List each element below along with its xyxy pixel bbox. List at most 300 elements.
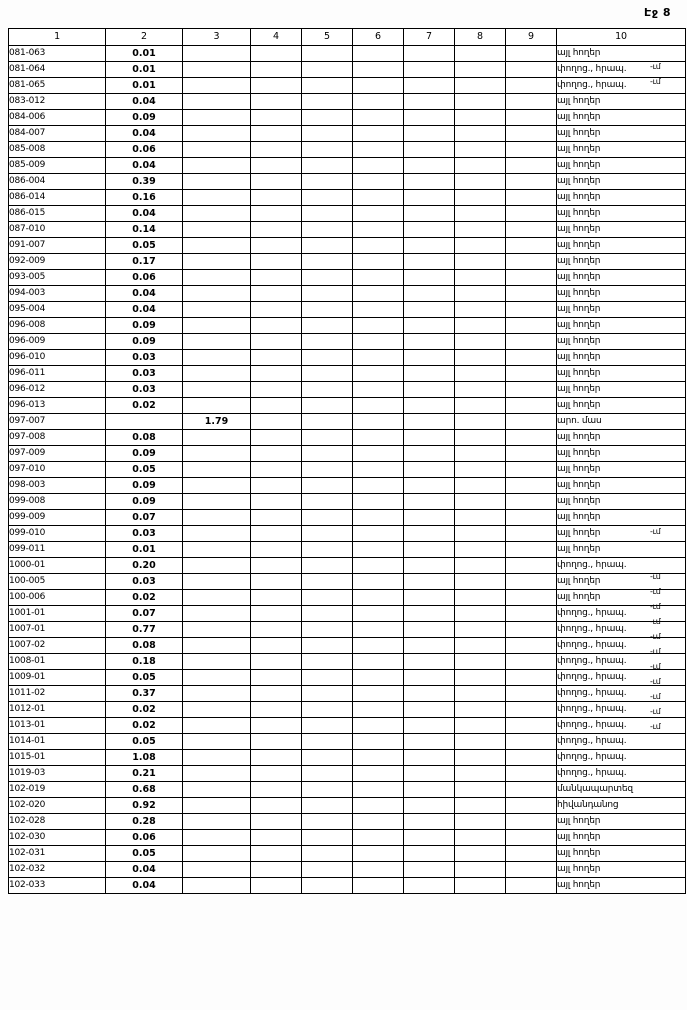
cell-area-value: 0.04 <box>106 126 183 142</box>
cell-column-7 <box>404 414 455 430</box>
cell-land-type-note: այլ հողեր <box>557 478 686 494</box>
cell-column-8 <box>455 366 506 382</box>
table-row <box>9 766 686 782</box>
cell-column-8 <box>455 334 506 350</box>
cell-land-type-note: այլ հողեր <box>557 430 686 446</box>
margin-note <box>648 224 682 239</box>
cell-parcel-code: 099-008 <box>9 494 106 510</box>
cell-column-4 <box>251 734 302 750</box>
cell-column-5 <box>302 366 353 382</box>
cell-column-3 <box>183 622 251 638</box>
cell-parcel-code: 100-006 <box>9 590 106 606</box>
cell-area-value: 0.18 <box>106 654 183 670</box>
cell-column-9 <box>506 222 557 238</box>
cell-column-7 <box>404 238 455 254</box>
table-row <box>9 478 686 494</box>
cell-column-6 <box>353 654 404 670</box>
cell-column-3 <box>183 286 251 302</box>
cell-column-5 <box>302 350 353 366</box>
cell-column-6 <box>353 318 404 334</box>
cell-column-4 <box>251 654 302 670</box>
cell-column-4 <box>251 526 302 542</box>
cell-area-value: 0.05 <box>106 238 183 254</box>
cell-land-type-note: այլ հողեր <box>557 190 686 206</box>
cell-column-8 <box>455 702 506 718</box>
cell-column-8 <box>455 798 506 814</box>
margin-note <box>648 404 682 419</box>
margin-note <box>648 299 682 314</box>
cell-column-7 <box>404 254 455 270</box>
cell-column-9 <box>506 430 557 446</box>
table-row <box>9 302 686 318</box>
cell-column-4 <box>251 110 302 126</box>
cell-column-6 <box>353 430 404 446</box>
table-row <box>9 798 686 814</box>
cell-column-8 <box>455 318 506 334</box>
table-row <box>9 46 686 62</box>
cell-area-value: 0.01 <box>106 78 183 94</box>
margin-note <box>648 269 682 284</box>
cell-column-4 <box>251 158 302 174</box>
margin-note <box>648 479 682 494</box>
margin-note: -ւմ <box>650 62 661 71</box>
table-row <box>9 110 686 126</box>
cell-column-9 <box>506 590 557 606</box>
margin-note <box>648 389 682 404</box>
table-row <box>9 830 686 846</box>
cell-column-6 <box>353 862 404 878</box>
cell-column-8 <box>455 462 506 478</box>
cell-column-3 <box>183 62 251 78</box>
cell-column-6 <box>353 574 404 590</box>
cell-column-9 <box>506 110 557 126</box>
cell-column-8 <box>455 494 506 510</box>
cell-column-7 <box>404 622 455 638</box>
cell-column-5 <box>302 878 353 894</box>
margin-note: -ւմ <box>650 662 661 671</box>
margin-note <box>648 794 682 809</box>
cell-column-5 <box>302 750 353 766</box>
cell-column-3 <box>183 446 251 462</box>
cell-column-6 <box>353 350 404 366</box>
cell-parcel-code: 083-012 <box>9 94 106 110</box>
cell-column-6 <box>353 270 404 286</box>
cell-area-value: 0.05 <box>106 670 183 686</box>
cell-land-type-note: փողոց., հրապ. <box>557 654 686 670</box>
cell-column-5 <box>302 846 353 862</box>
cell-column-8 <box>455 718 506 734</box>
cell-column-3 <box>183 78 251 94</box>
cell-column-9 <box>506 718 557 734</box>
column-header-1: 1 <box>9 29 106 46</box>
margin-note <box>648 554 682 569</box>
cell-land-type-note: այլ հողեր <box>557 174 686 190</box>
cell-land-type-note: այլ հողեր <box>557 590 686 606</box>
cell-column-7 <box>404 702 455 718</box>
cell-column-3: 1.79 <box>183 414 251 430</box>
margin-note: -ւմ <box>650 632 661 641</box>
cell-land-type-note: փողոց., հրապ. <box>557 702 686 718</box>
cell-parcel-code: 081-064 <box>9 62 106 78</box>
cell-column-4 <box>251 446 302 462</box>
cell-column-5 <box>302 494 353 510</box>
cell-column-9 <box>506 46 557 62</box>
table-row <box>9 366 686 382</box>
cell-parcel-code: 102-030 <box>9 830 106 846</box>
cell-column-9 <box>506 398 557 414</box>
cell-column-6 <box>353 238 404 254</box>
cell-column-5 <box>302 46 353 62</box>
cell-column-7 <box>404 222 455 238</box>
cell-column-5 <box>302 78 353 94</box>
table-row <box>9 846 686 862</box>
cell-column-8 <box>455 430 506 446</box>
cell-area-value: 0.21 <box>106 766 183 782</box>
margin-note: -ւմ <box>650 692 661 701</box>
cell-column-7 <box>404 846 455 862</box>
cell-column-5 <box>302 254 353 270</box>
cell-column-9 <box>506 206 557 222</box>
cell-column-8 <box>455 814 506 830</box>
cell-column-8 <box>455 638 506 654</box>
margin-note <box>648 509 682 524</box>
cell-parcel-code: 096-012 <box>9 382 106 398</box>
column-header-10: 10 <box>557 29 686 46</box>
cell-column-8 <box>455 206 506 222</box>
cell-column-9 <box>506 94 557 110</box>
cell-column-6 <box>353 126 404 142</box>
margin-note: -ւմ <box>650 647 661 656</box>
margin-note <box>648 134 682 149</box>
cell-area-value: 0.01 <box>106 542 183 558</box>
cell-column-6 <box>353 286 404 302</box>
cell-column-4 <box>251 94 302 110</box>
cell-parcel-code: 1014-01 <box>9 734 106 750</box>
cell-parcel-code: 102-020 <box>9 798 106 814</box>
cell-land-type-note: այլ հողեր <box>557 334 686 350</box>
cell-column-5 <box>302 702 353 718</box>
cell-parcel-code: 102-028 <box>9 814 106 830</box>
cell-area-value: 0.04 <box>106 286 183 302</box>
cell-column-3 <box>183 174 251 190</box>
cell-column-4 <box>251 142 302 158</box>
cell-column-9 <box>506 366 557 382</box>
cell-column-3 <box>183 334 251 350</box>
cell-column-4 <box>251 174 302 190</box>
cell-column-4 <box>251 750 302 766</box>
cell-column-3 <box>183 126 251 142</box>
cell-column-3 <box>183 862 251 878</box>
cell-column-6 <box>353 478 404 494</box>
cell-parcel-code: 096-008 <box>9 318 106 334</box>
cell-column-3 <box>183 382 251 398</box>
cell-column-5 <box>302 798 353 814</box>
cell-column-6 <box>353 542 404 558</box>
cell-area-value: 0.04 <box>106 158 183 174</box>
margin-note <box>648 344 682 359</box>
cell-parcel-code: 095-004 <box>9 302 106 318</box>
cell-column-3 <box>183 142 251 158</box>
margin-note <box>648 164 682 179</box>
cell-area-value: 1.08 <box>106 750 183 766</box>
cell-column-4 <box>251 670 302 686</box>
cell-column-7 <box>404 350 455 366</box>
cell-column-8 <box>455 558 506 574</box>
cell-column-8 <box>455 542 506 558</box>
cell-area-value: 0.09 <box>106 110 183 126</box>
cell-column-5 <box>302 734 353 750</box>
cell-land-type-note: այլ հողեր <box>557 318 686 334</box>
table-row <box>9 510 686 526</box>
cell-land-type-note: այլ հողեր <box>557 222 686 238</box>
cell-column-9 <box>506 622 557 638</box>
cell-column-5 <box>302 446 353 462</box>
margin-note <box>648 209 682 224</box>
cell-column-6 <box>353 526 404 542</box>
margin-note <box>648 89 682 104</box>
cell-area-value: 0.37 <box>106 686 183 702</box>
cell-column-3 <box>183 398 251 414</box>
margin-note <box>648 539 682 554</box>
cell-column-6 <box>353 222 404 238</box>
cell-column-5 <box>302 558 353 574</box>
cell-column-8 <box>455 222 506 238</box>
cell-area-value: 0.01 <box>106 46 183 62</box>
cell-land-type-note: փողոց., հրապ. <box>557 734 686 750</box>
cell-column-5 <box>302 126 353 142</box>
cell-column-8 <box>455 766 506 782</box>
cell-area-value: 0.77 <box>106 622 183 638</box>
cell-parcel-code: 100-005 <box>9 574 106 590</box>
cell-land-type-note: այլ հողեր <box>557 510 686 526</box>
cell-parcel-code: 093-005 <box>9 270 106 286</box>
cell-column-5 <box>302 142 353 158</box>
cell-column-7 <box>404 382 455 398</box>
cell-column-4 <box>251 846 302 862</box>
cell-column-4 <box>251 126 302 142</box>
cell-column-8 <box>455 750 506 766</box>
table-row <box>9 126 686 142</box>
margin-note <box>648 284 682 299</box>
margin-note <box>648 149 682 164</box>
cell-area-value: 0.92 <box>106 798 183 814</box>
cell-land-type-note: հիվանդանոց <box>557 798 686 814</box>
cell-column-5 <box>302 302 353 318</box>
cell-column-7 <box>404 814 455 830</box>
cell-column-7 <box>404 558 455 574</box>
table-row <box>9 494 686 510</box>
cell-column-5 <box>302 430 353 446</box>
cell-parcel-code: 1001-01 <box>9 606 106 622</box>
cell-parcel-code: 1011-02 <box>9 686 106 702</box>
cell-area-value: 0.03 <box>106 350 183 366</box>
cell-land-type-note: այլ հողեր <box>557 94 686 110</box>
cell-area-value: 0.39 <box>106 174 183 190</box>
cell-column-4 <box>251 878 302 894</box>
cell-area-value: 0.07 <box>106 510 183 526</box>
cell-column-7 <box>404 126 455 142</box>
margin-note <box>648 449 682 464</box>
cell-area-value: 0.16 <box>106 190 183 206</box>
cell-column-7 <box>404 366 455 382</box>
column-header-4: 4 <box>251 29 302 46</box>
cell-column-9 <box>506 158 557 174</box>
margin-note <box>648 104 682 119</box>
cell-column-9 <box>506 750 557 766</box>
table-row <box>9 878 686 894</box>
cell-column-5 <box>302 526 353 542</box>
margin-note: -ւմ <box>650 602 661 611</box>
cell-column-4 <box>251 334 302 350</box>
cell-column-8 <box>455 606 506 622</box>
cell-column-7 <box>404 526 455 542</box>
cell-column-6 <box>353 798 404 814</box>
cell-area-value: 0.04 <box>106 206 183 222</box>
cell-column-9 <box>506 174 557 190</box>
cell-column-4 <box>251 686 302 702</box>
table-row <box>9 750 686 766</box>
cell-column-6 <box>353 718 404 734</box>
cell-column-7 <box>404 830 455 846</box>
cell-column-6 <box>353 142 404 158</box>
cell-column-5 <box>302 862 353 878</box>
cell-column-7 <box>404 670 455 686</box>
cell-column-5 <box>302 686 353 702</box>
cell-area-value: 0.09 <box>106 334 183 350</box>
cell-land-type-note: փողոց., հրապ. <box>557 718 686 734</box>
cell-area-value: 0.08 <box>106 638 183 654</box>
cell-column-9 <box>506 286 557 302</box>
cell-column-9 <box>506 670 557 686</box>
cell-column-8 <box>455 590 506 606</box>
cell-column-4 <box>251 414 302 430</box>
cell-column-5 <box>302 670 353 686</box>
cell-parcel-code: 1019-03 <box>9 766 106 782</box>
cell-column-8 <box>455 654 506 670</box>
table-row <box>9 318 686 334</box>
table-row <box>9 62 686 78</box>
margin-note <box>648 194 682 209</box>
cell-land-type-note: այլ հողեր <box>557 238 686 254</box>
cell-area-value: 0.02 <box>106 702 183 718</box>
table-row <box>9 206 686 222</box>
cell-area-value: 0.17 <box>106 254 183 270</box>
margin-note: -ւմ <box>650 617 661 626</box>
cell-column-9 <box>506 638 557 654</box>
cell-column-3 <box>183 190 251 206</box>
table-row <box>9 638 686 654</box>
cell-column-6 <box>353 190 404 206</box>
cell-column-8 <box>455 446 506 462</box>
cell-land-type-note: այլ հողեր <box>557 462 686 478</box>
cell-column-4 <box>251 318 302 334</box>
cell-land-type-note: այլ հողեր <box>557 270 686 286</box>
table-row <box>9 174 686 190</box>
cell-column-8 <box>455 174 506 190</box>
cell-column-4 <box>251 702 302 718</box>
cell-column-5 <box>302 62 353 78</box>
cell-area-value: 0.01 <box>106 62 183 78</box>
cell-parcel-code: 102-031 <box>9 846 106 862</box>
cell-column-5 <box>302 766 353 782</box>
cell-land-type-note: այլ հողեր <box>557 878 686 894</box>
cell-column-8 <box>455 670 506 686</box>
cell-column-3 <box>183 590 251 606</box>
margin-note <box>648 419 682 434</box>
cell-column-7 <box>404 638 455 654</box>
cell-area-value <box>106 414 183 430</box>
cell-land-type-note: փողոց., հրապ. <box>557 686 686 702</box>
cell-column-7 <box>404 686 455 702</box>
cell-parcel-code: 084-006 <box>9 110 106 126</box>
cell-land-type-note: այլ հողեր <box>557 862 686 878</box>
cell-column-3 <box>183 46 251 62</box>
cell-column-3 <box>183 222 251 238</box>
cell-column-4 <box>251 814 302 830</box>
column-header-3: 3 <box>183 29 251 46</box>
cell-column-8 <box>455 190 506 206</box>
cell-parcel-code: 091-007 <box>9 238 106 254</box>
cell-land-type-note: այլ հողեր <box>557 830 686 846</box>
cell-parcel-code: 1015-01 <box>9 750 106 766</box>
cell-column-7 <box>404 174 455 190</box>
cell-area-value: 0.06 <box>106 830 183 846</box>
cell-column-4 <box>251 382 302 398</box>
cell-column-9 <box>506 142 557 158</box>
cell-column-9 <box>506 846 557 862</box>
margin-note: -ւմ <box>650 572 661 581</box>
table-row <box>9 782 686 798</box>
cell-parcel-code: 085-008 <box>9 142 106 158</box>
cell-column-6 <box>353 670 404 686</box>
cell-column-3 <box>183 574 251 590</box>
cell-column-8 <box>455 478 506 494</box>
cell-column-6 <box>353 510 404 526</box>
cell-column-8 <box>455 158 506 174</box>
cell-column-5 <box>302 238 353 254</box>
table-header-row <box>9 29 686 46</box>
cell-column-3 <box>183 798 251 814</box>
cell-area-value: 0.06 <box>106 270 183 286</box>
cell-column-3 <box>183 878 251 894</box>
margin-note <box>648 179 682 194</box>
cell-column-7 <box>404 158 455 174</box>
cell-column-5 <box>302 542 353 558</box>
cell-column-9 <box>506 654 557 670</box>
cell-column-9 <box>506 782 557 798</box>
cell-land-type-note: փողոց., հրապ. <box>557 638 686 654</box>
cell-column-6 <box>353 46 404 62</box>
cell-column-9 <box>506 734 557 750</box>
cell-column-9 <box>506 494 557 510</box>
cell-column-5 <box>302 318 353 334</box>
cell-column-5 <box>302 782 353 798</box>
table-row <box>9 654 686 670</box>
table-row <box>9 734 686 750</box>
cell-parcel-code: 092-009 <box>9 254 106 270</box>
cell-column-9 <box>506 334 557 350</box>
cell-column-3 <box>183 558 251 574</box>
cell-column-6 <box>353 590 404 606</box>
cell-land-type-note: այլ հողեր <box>557 286 686 302</box>
margin-note <box>648 464 682 479</box>
cell-column-5 <box>302 510 353 526</box>
cell-column-8 <box>455 382 506 398</box>
cell-column-4 <box>251 606 302 622</box>
cell-column-7 <box>404 334 455 350</box>
cell-column-8 <box>455 94 506 110</box>
table-row <box>9 190 686 206</box>
